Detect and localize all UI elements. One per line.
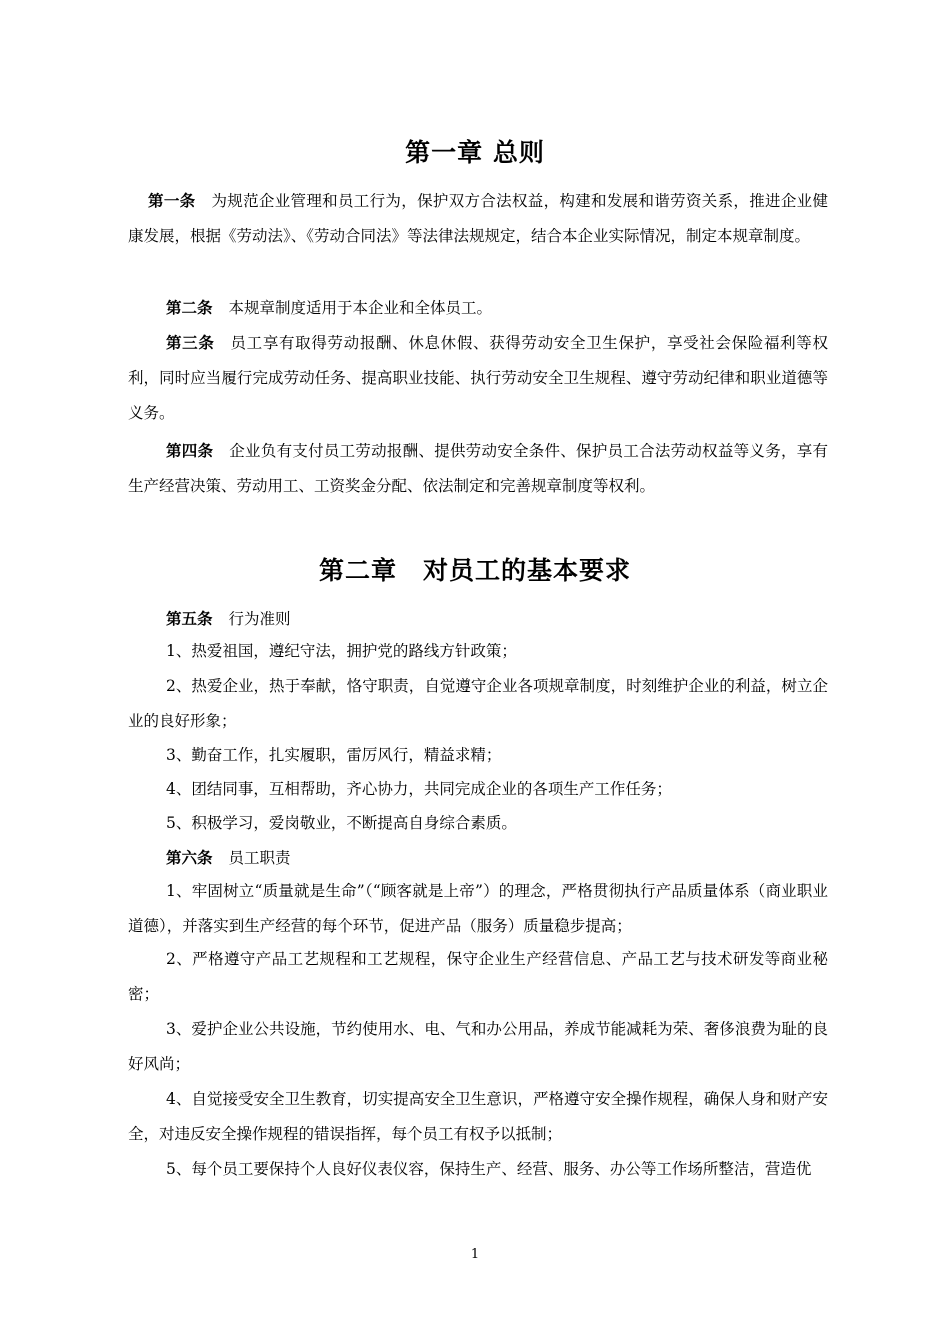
article-2-label: 第二条 xyxy=(166,298,213,317)
article-4-text: 企业负有支付员工劳动报酬、提供劳动安全条件、保护员工合法劳动权益等义务，享有生产经营决策、劳动用工、工资奖金分配、依法制定和完善规章制度等权利。 xyxy=(128,442,828,495)
article-5-item-5: 5、积极学习，爱岗敬业，不断提高自身综合素质。 xyxy=(166,814,517,832)
page-number: 1 xyxy=(470,1247,480,1262)
article-6-heading: 员工职责 xyxy=(228,849,291,867)
chapter-2-title: 第二章 对员工的基本要求 xyxy=(318,556,631,585)
article-3-label: 第三条 xyxy=(166,333,215,352)
article-2-text: 本规章制度适用于本企业和全体员工。 xyxy=(228,299,493,317)
article-1-text: 为规范企业管理和员工行为，保护双方合法权益，构建和发展和谐劳资关系，推进企业健康发展，根据《劳动法》、《劳动合同法》等法律法规规定，结合本企业实际情况，制定本规章制度。 xyxy=(128,192,828,245)
article-6-item-5: 5、每个员工要保持个人良好仪表仪容，保持生产、经营、服务、办公等工作场所整洁，营造优 xyxy=(166,1160,812,1178)
article-5 xyxy=(128,601,828,637)
article-4-label: 第四条 xyxy=(166,441,214,460)
article-6-item-3: 3、爱护企业公共设施，节约使用水、电、气和办公用品，养成节能减耗为荣、奢侈浪费为耻的良好风尚； xyxy=(128,1020,828,1073)
article-5-item-2: 2、热爱企业，热于奉献，恪守职责，自觉遵守企业各项规章制度，时刻维护企业的利益，树立企业的良好形象； xyxy=(128,677,828,730)
article-6-label: 第六条 xyxy=(166,848,213,867)
article-1-label: 第一条 xyxy=(148,191,196,210)
article-3-text: 员工享有取得劳动报酬、休息休假、获得劳动安全卫生保护，享受社会保险福利等权利，同时应当履行完成劳动任务、提高职业技能、执行劳动安全卫生规程、遵守劳动纪律和职业道德等义务。 xyxy=(128,334,828,422)
article-5-label: 第五条 xyxy=(166,609,213,628)
article-6 xyxy=(128,840,828,876)
article-6-item-4: 4、自觉接受安全卫生教育，切实提高安全卫生意识，严格遵守安全操作规程，确保人身和财产安全，对违反安全操作规程的错误指挥，每个员工有权予以抵制； xyxy=(128,1090,828,1143)
chapter-1-title: 第一章 总则 xyxy=(405,138,545,167)
article-6-item-1: 1、牢固树立“质量就是生命”（“顾客就是上帝”）的理念，严格贯彻执行产品质量体系（商业职业道德），并落实到生产经营的每个环节，促进产品（服务）质量稳步提高； xyxy=(128,882,828,935)
article-4 xyxy=(128,433,828,504)
article-6-item-2: 2、严格遵守产品工艺规程和工艺规程，保守企业生产经营信息、产品工艺与技术研发等商业秘密； xyxy=(128,950,828,1003)
article-5-item-3: 3、勤奋工作，扎实履职，雷厉风行，精益求精； xyxy=(166,746,502,764)
article-1 xyxy=(128,183,828,254)
article-5-item-1: 1、热爱祖国，遵纪守法，拥护党的路线方针政策； xyxy=(166,642,517,660)
article-5-heading: 行为准则 xyxy=(228,610,291,628)
article-5-item-4: 4、团结同事，互相帮助，齐心协力，共同完成企业的各项生产工作任务； xyxy=(166,780,672,798)
article-3 xyxy=(128,325,828,431)
article-2 xyxy=(128,290,828,326)
